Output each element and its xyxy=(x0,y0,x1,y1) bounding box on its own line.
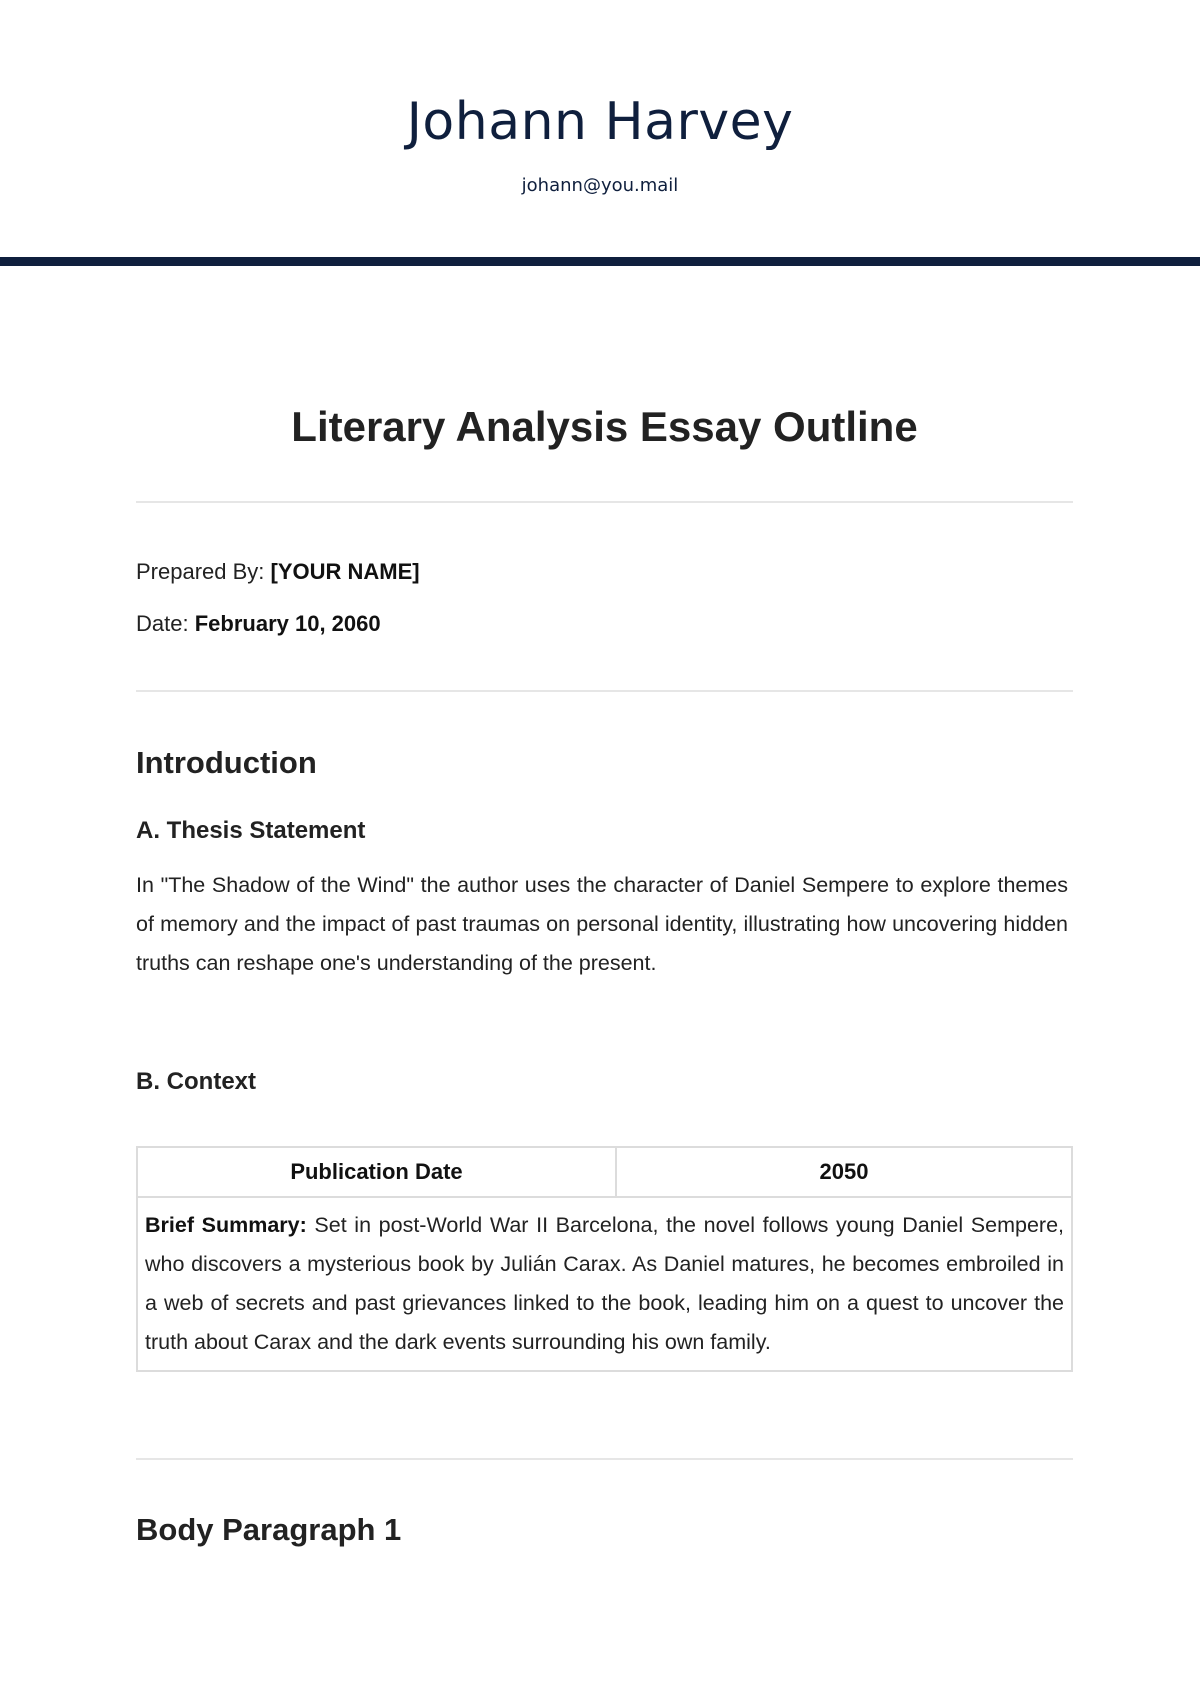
date-value: February 10, 2060 xyxy=(194,611,381,636)
publication-date-value: 2050 xyxy=(616,1147,1072,1197)
thesis-text: In "The Shadow of the Wind" the author uses the character of Daniel Sempere to explore themes of memory and the impact of past traumas on personal identity, illustrating how uncovering hidden truths can reshape one's understanding of the present. xyxy=(136,873,1068,975)
letterhead xyxy=(0,0,1200,258)
title-divider xyxy=(136,501,1073,503)
table-row xyxy=(137,1147,1072,1197)
summary-label: Brief Summary: xyxy=(145,1213,307,1237)
date-label: Date: xyxy=(136,611,189,636)
thesis-heading: A. Thesis Statement xyxy=(136,817,366,844)
prepared-by-value: [YOUR NAME] xyxy=(270,559,420,584)
meta-divider xyxy=(136,690,1073,692)
author-name: Johann Harvey xyxy=(406,92,794,152)
context-table xyxy=(136,1146,1073,1372)
document-title: Literary Analysis Essay Outline xyxy=(291,403,918,450)
context-heading: B. Context xyxy=(136,1068,256,1095)
prepared-by-line xyxy=(136,557,420,587)
body-paragraph-1-heading: Body Paragraph 1 xyxy=(136,1512,402,1547)
summary-text: Set in post-World War II Barcelona, the novel follows young Daniel Sempere, who discovers a mysterious book by Julián Carax. As Daniel matures, he becomes embroiled in a web of secrets and past grievances linked to the book, leading him on a quest to uncover the truth about Carax and the dark events surrounding his own family. xyxy=(145,1213,1064,1354)
publication-date-label: Publication Date xyxy=(137,1147,616,1197)
author-email: johann@you.mail xyxy=(521,175,679,196)
prepared-by-label: Prepared By: xyxy=(136,559,265,584)
date-line xyxy=(136,609,381,639)
context-divider xyxy=(136,1458,1073,1460)
table-row xyxy=(137,1197,1072,1371)
introduction-heading: Introduction xyxy=(136,745,317,780)
header-divider-bar xyxy=(0,257,1200,266)
summary-cell xyxy=(137,1197,1072,1371)
